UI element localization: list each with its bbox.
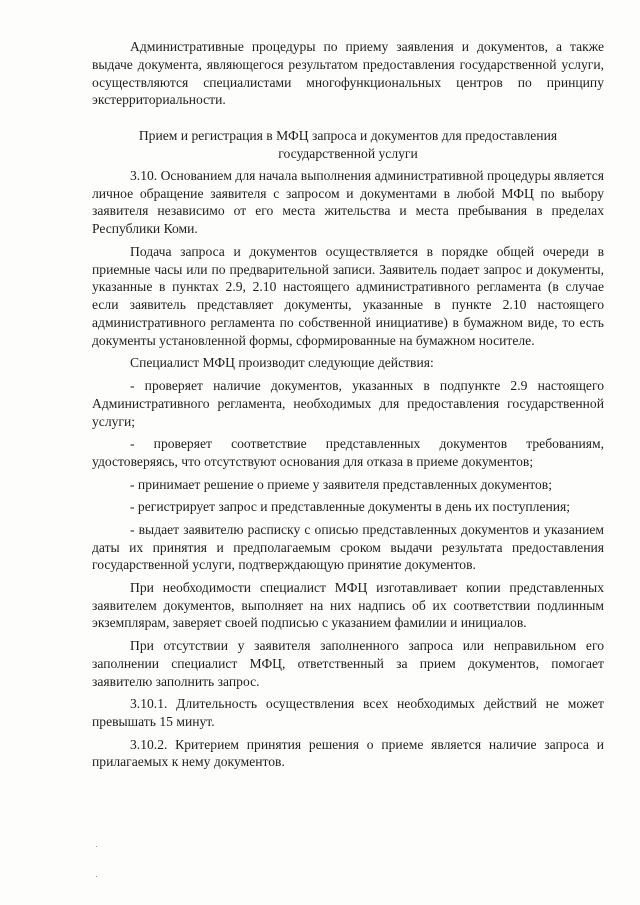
- paragraph-3-10-2: 3.10.2. Критерием принятия решения о приеме является наличие запроса и прилагаемых к нему документов.: [92, 736, 604, 770]
- submission-paragraph: Подача запроса и документов осуществляется в порядке общей очереди в приемные часы или по предварительной записи. Заявитель подает запрос и документы, указанные в пунктах 2.9, 2.10 настоящего административного регламента (в случае если заявитель представляет документы, указанные в пункте 2.10 настоящего административного регламента по собственной инициативе) в бумажном виде, то есть документы установленной формы, сформированные на бумажном носителе.: [92, 243, 604, 348]
- scan-speck: [96, 846, 97, 847]
- action-item-check-documents: - проверяет наличие документов, указанных в подпункте 2.9 настоящего Административного регламента, необходимых для предоставления государственной услуги;: [92, 377, 604, 429]
- scan-speck: [96, 876, 97, 877]
- copies-paragraph: При необходимости специалист МФЦ изготавливает копии представленных заявителем документов, выполняет на них надпись об их соответствии подлинным экземплярам, заверяет своей подписью с указанием фамилии и инициалов.: [92, 579, 604, 631]
- actions-intro-paragraph: Специалист МФЦ производит следующие действия:: [130, 355, 434, 371]
- action-item-check-requirements: - проверяет соответствие представленных документов требованиям, удостоверяясь, что отсутствуют основания для отказа в приеме документов;: [92, 436, 604, 469]
- action-item-register: - регистрирует запрос и представленные документы в день их поступления;: [130, 499, 571, 515]
- action-item-accept-decision: - принимает решение о приеме у заявителя представленных документов;: [130, 476, 552, 492]
- action-item-issue-receipt: - выдает заявителю расписку с описью представленных документов и указанием даты их принятия и предполагаемым сроком выдачи результата предоставления государственной услуги, подтверждающую принятие документов.: [92, 521, 604, 573]
- intro-paragraph: Административные процедуры по приему заявления и документов, а также выдаче документа, являющегося результатом предоставления государственной услуги, осуществляются специалистами многофункциональных центров по принципу экстерриториальности.: [92, 39, 604, 108]
- paragraph-3-10: 3.10. Основанием для начала выполнения административной процедуры является личное обращение заявителя с запросом и документами в любой МФЦ по выбору заявителя независимо от его места жительства и места пребывания в пределах Республики Коми.: [92, 167, 604, 237]
- section-heading: Прием и регистрация в МФЦ запроса и документов для предоставления государственной услуги: [138, 128, 558, 161]
- document-body: [92, 38, 604, 776]
- help-paragraph: При отсутствии у заявителя заполненного запроса или неправильном его заполнении специалист МФЦ, ответственный за прием документов, помогает заявителю заполнить запрос.: [92, 638, 604, 689]
- paragraph-3-10-1: 3.10.1. Длительность осуществления всех необходимых действий не может превышать 15 минут.: [92, 696, 604, 730]
